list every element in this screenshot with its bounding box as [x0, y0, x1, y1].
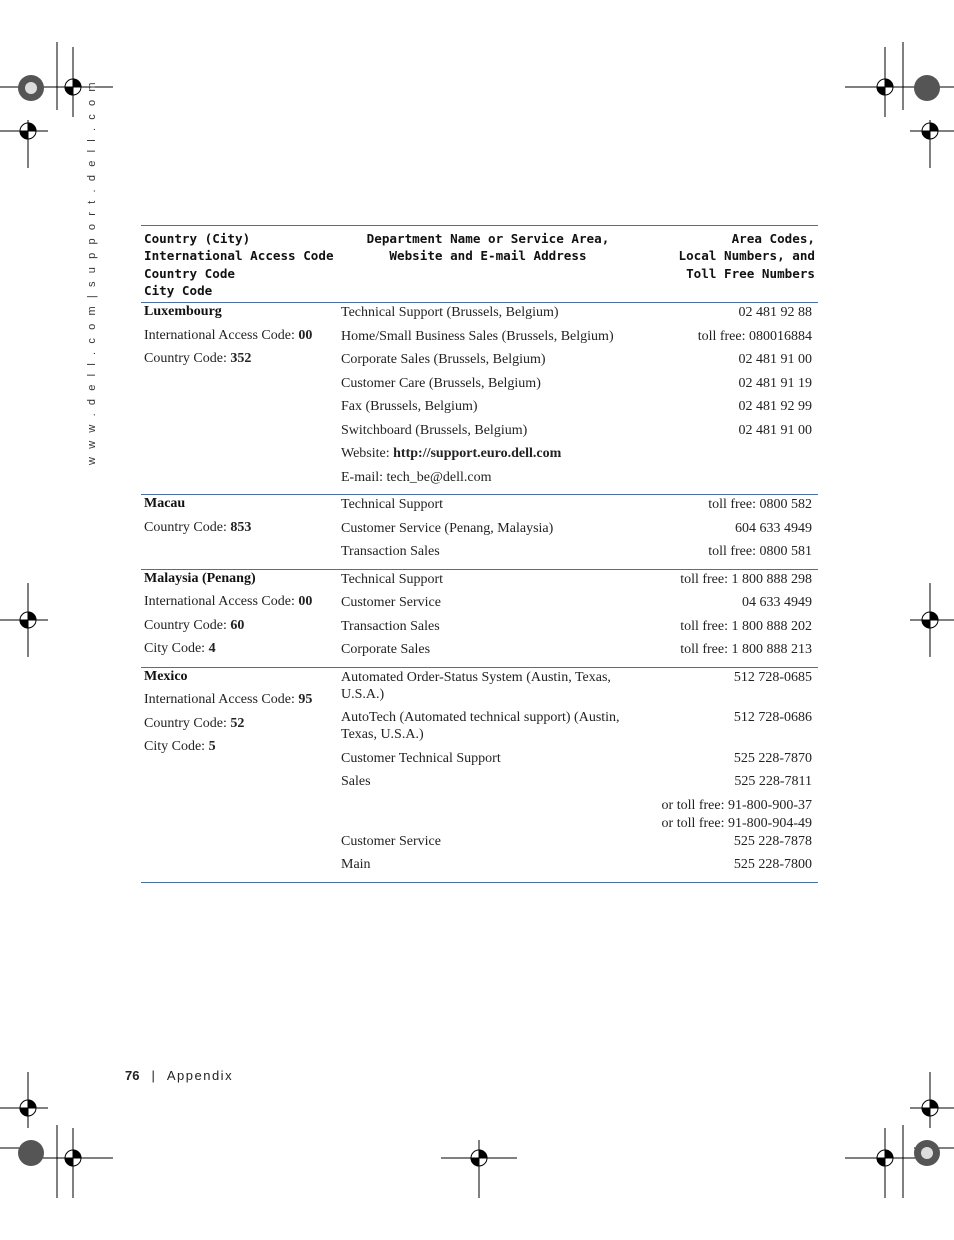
- country-name: Malaysia (Penang): [144, 570, 256, 586]
- header-line: Toll Free Numbers: [686, 265, 815, 281]
- department-cell: [341, 542, 641, 566]
- table-row: [341, 708, 818, 749]
- code-label: International Access Code:: [144, 327, 299, 343]
- department-cell: [341, 303, 641, 327]
- phone-number-cell: [641, 444, 818, 468]
- footer-separator: |: [151, 1068, 155, 1083]
- header-department-col: [338, 230, 638, 302]
- website-side-label: w w w . d e l l . c o m | s u p p o r t . d e l l . c o m: [86, 79, 98, 465]
- department-text: Technical Support: [341, 497, 444, 512]
- header-line: Country Code: [144, 265, 235, 281]
- country-info: [141, 570, 341, 664]
- phone-number-cell: 04 633 4949: [742, 595, 812, 610]
- department-text: Corporate Sales: [341, 642, 431, 657]
- table-row: [341, 542, 818, 566]
- phone-number-cell: 525 228-7800: [733, 857, 812, 872]
- phone-number-cell: 525 228-7811: [734, 774, 812, 789]
- header-line: Website and E-mail Address: [389, 248, 587, 264]
- department-text: Customer Technical Support: [341, 750, 501, 766]
- header-line: Local Numbers, and: [678, 248, 815, 264]
- country-name: Macau: [144, 496, 186, 511]
- country-code-line: [144, 593, 341, 617]
- department-cell: [341, 397, 641, 421]
- department-cell: [341, 570, 641, 594]
- code-value: 00: [298, 594, 313, 609]
- code-value: 95: [298, 692, 313, 707]
- country-code-line: [144, 715, 341, 739]
- table-row: [341, 814, 818, 832]
- phone-number-cell: 604 633 4949: [735, 520, 812, 536]
- table-row: [341, 593, 818, 617]
- code-value: 52: [230, 715, 245, 731]
- table-row: [341, 772, 818, 796]
- department-cell: [341, 814, 641, 832]
- phone-number-cell: toll free: 0800 582: [708, 497, 812, 512]
- department-text: Switchboard (Brussels, Belgium): [341, 422, 528, 438]
- phone-number-cell: toll free: 080016884: [697, 328, 812, 344]
- table-row: [341, 796, 818, 814]
- header-line: Area Codes,: [731, 231, 815, 246]
- phone-number-cell: [641, 468, 818, 492]
- country-info: [141, 495, 341, 566]
- country-code-line: [144, 519, 341, 543]
- department-cell: [341, 668, 641, 709]
- country-group: [141, 303, 818, 495]
- phone-number-cell: toll free: 1 800 888 298: [680, 571, 812, 587]
- table-row: [341, 617, 818, 641]
- table-row: [341, 519, 818, 543]
- table-row: [341, 668, 818, 709]
- code-value: 60: [230, 617, 245, 633]
- table-row: [341, 327, 818, 351]
- department-cell: [341, 617, 641, 641]
- department-text: Home/Small Business Sales (Brussels, Belgium): [341, 328, 614, 344]
- department-text: Customer Care (Brussels, Belgium): [341, 375, 541, 391]
- department-cell: [341, 327, 641, 351]
- country-code-line: [144, 327, 341, 351]
- country-code-line: [144, 640, 341, 664]
- phone-number-cell: or toll free: 91-800-900-37: [661, 797, 812, 813]
- table-row: [341, 397, 818, 421]
- department-cell: [341, 708, 641, 749]
- website-link[interactable]: http://support.euro.dell.com: [393, 446, 562, 461]
- code-label: Country Code:: [144, 351, 231, 366]
- code-value: 352: [230, 351, 252, 366]
- department-text: Automated Order-Status System (Austin, Texas, U.S.A.): [341, 669, 611, 702]
- table-row: [341, 303, 818, 327]
- table-row: [341, 832, 818, 856]
- department-cell: [341, 350, 641, 374]
- country-group: [141, 668, 818, 883]
- department-text: Corporate Sales (Brussels, Belgium): [341, 352, 546, 367]
- service-rows: [341, 303, 818, 491]
- department-text: Fax (Brussels, Belgium): [341, 399, 478, 414]
- header-line: Country (City): [144, 231, 251, 246]
- table-row: [341, 570, 818, 594]
- phone-number-cell: 02 481 92 99: [738, 399, 812, 414]
- country-code-line: [144, 350, 341, 374]
- code-value: 4: [208, 641, 216, 656]
- department-text: Website:: [341, 446, 394, 461]
- department-cell: [341, 468, 641, 492]
- country-name: Mexico: [144, 668, 188, 684]
- code-label: City Code:: [144, 641, 209, 656]
- contact-table: [141, 225, 818, 883]
- phone-number-cell: 525 228-7870: [733, 750, 812, 766]
- table-row: [341, 749, 818, 773]
- department-cell: [341, 772, 641, 796]
- department-text: Sales: [341, 774, 371, 789]
- phone-number-cell: 02 481 91 00: [738, 422, 812, 438]
- table-row: [341, 444, 818, 468]
- service-rows: [341, 570, 818, 664]
- phone-number-cell: toll free: 0800 581: [708, 544, 812, 559]
- country-code-line: [144, 738, 341, 762]
- service-rows: [341, 495, 818, 566]
- phone-number-cell: toll free: 1 800 888 202: [680, 618, 812, 634]
- table-row: [341, 468, 818, 492]
- table-row: [341, 640, 818, 664]
- department-cell: [341, 519, 641, 543]
- country-code-line: [144, 691, 341, 715]
- page-number: 76: [125, 1068, 140, 1083]
- phone-number-cell: 02 481 91 19: [738, 375, 812, 391]
- header-line: City Code: [144, 282, 213, 298]
- department-cell: [341, 749, 641, 773]
- department-cell: [341, 374, 641, 398]
- code-label: City Code:: [144, 739, 209, 754]
- department-text: E-mail: tech_be@dell.com: [341, 469, 492, 485]
- department-text: Customer Service: [341, 595, 441, 610]
- department-text: Technical Support (Brussels, Belgium): [341, 305, 559, 320]
- department-cell: [341, 796, 641, 814]
- department-cell: [341, 444, 641, 468]
- footer-section: Appendix: [166, 1068, 234, 1083]
- department-cell: [341, 495, 641, 519]
- code-value: 853: [230, 519, 252, 535]
- department-text: Technical Support: [341, 571, 444, 587]
- code-value: 5: [208, 739, 216, 754]
- country-name: Luxembourg: [144, 304, 222, 319]
- table-row: [341, 350, 818, 374]
- phone-number-cell: 512 728-0686: [733, 710, 812, 725]
- country-groups: [141, 302, 818, 883]
- phone-number-cell: 02 481 92 88: [738, 305, 812, 320]
- department-cell: [341, 421, 641, 445]
- department-text: Transaction Sales: [341, 618, 440, 634]
- country-group: [141, 570, 818, 668]
- table-row: [341, 495, 818, 519]
- table-row: [341, 374, 818, 398]
- header-line: International Access Code: [144, 248, 334, 264]
- page-footer: [125, 1068, 233, 1083]
- phone-number-cell: toll free: 1 800 888 213: [680, 642, 812, 657]
- department-text: Customer Service (Penang, Malaysia): [341, 520, 554, 536]
- header-line: Department Name or Service Area,: [366, 231, 610, 246]
- department-cell: [341, 593, 641, 617]
- phone-number-cell: 02 481 91 00: [738, 352, 812, 367]
- code-label: International Access Code:: [144, 692, 299, 707]
- phone-number-cell: 525 228-7878: [733, 833, 812, 849]
- phone-number-cell: or toll free: 91-800-904-49: [661, 815, 812, 831]
- code-label: International Access Code:: [144, 594, 299, 609]
- table-header: [141, 226, 818, 302]
- country-info: [141, 303, 341, 491]
- department-cell: [341, 855, 641, 879]
- code-label: Country Code:: [144, 519, 231, 535]
- table-row: [341, 855, 818, 879]
- phone-number-cell: 512 728-0685: [733, 669, 812, 685]
- department-text: Main: [341, 857, 371, 872]
- country-code-line: [144, 617, 341, 641]
- code-value: 00: [298, 327, 313, 343]
- table-row: [341, 421, 818, 445]
- department-text: Transaction Sales: [341, 544, 440, 559]
- service-rows: [341, 668, 818, 879]
- department-cell: [341, 640, 641, 664]
- country-group: [141, 495, 818, 570]
- department-text: Customer Service: [341, 833, 441, 849]
- department-text: AutoTech (Automated technical support) (Austin, Texas, U.S.A.): [341, 710, 620, 742]
- code-label: Country Code:: [144, 617, 231, 633]
- department-cell: [341, 832, 641, 856]
- header-numbers-col: [638, 230, 818, 302]
- header-country-col: [141, 230, 338, 302]
- country-info: [141, 668, 341, 879]
- code-label: Country Code:: [144, 715, 231, 731]
